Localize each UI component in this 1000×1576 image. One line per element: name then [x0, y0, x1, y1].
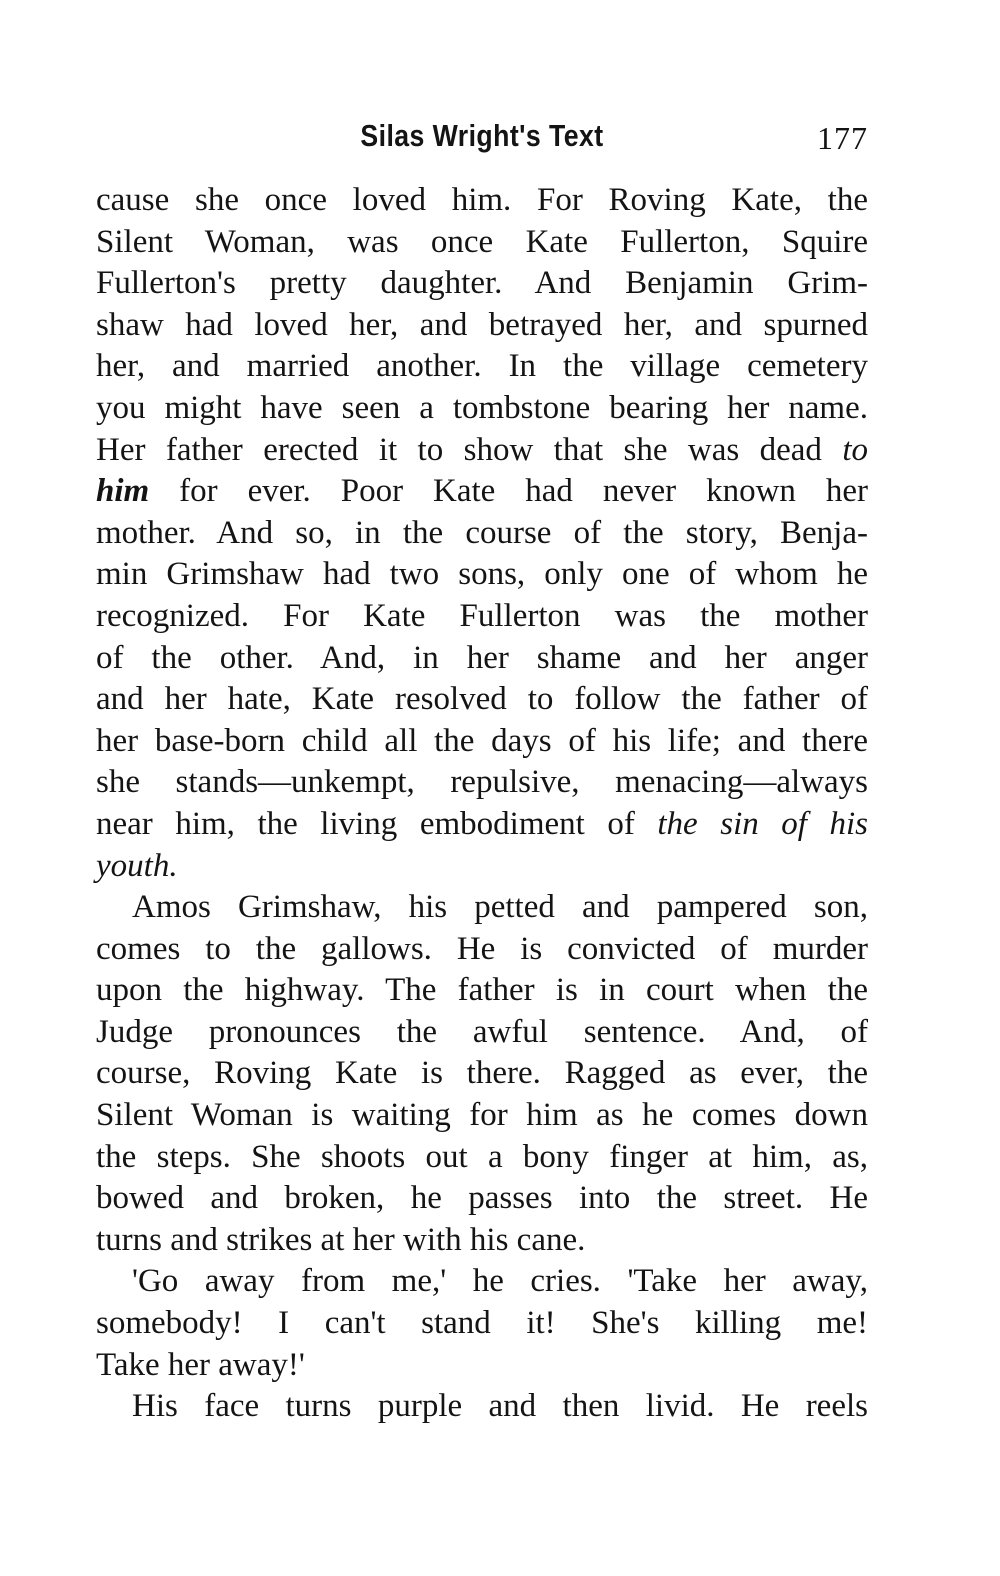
text-line: the steps. She shoots out a bony finger at him, as, [96, 1138, 868, 1175]
text-line: Take her away!' [96, 1346, 305, 1383]
text-line: Amos Grimshaw, his petted and pampered son, [132, 889, 868, 926]
text-line: 'Go away from me,' he cries. 'Take her away, [132, 1263, 868, 1300]
italic-word: youth. [96, 847, 178, 884]
text-line: somebody! I can't stand it! She's killing me! [96, 1305, 868, 1342]
text-line: turns and strikes at her with his cane. [96, 1221, 586, 1258]
text-line: recognized. For Kate Fullerton was the mother [96, 597, 868, 634]
text-line: comes to the gallows. He is convicted of murder [96, 930, 868, 967]
paragraph-2 [96, 887, 868, 1261]
text-line: Silent Woman, was once Kate Fullerton, Squire [96, 223, 868, 260]
running-head [96, 118, 868, 168]
text-line: bowed and broken, he passes into the street. He [96, 1180, 868, 1217]
text-line: course, Roving Kate is there. Ragged as ever, the [96, 1055, 868, 1092]
paragraph-1 [96, 180, 868, 887]
text-line: Silent Woman is waiting for him as he comes down [96, 1097, 868, 1134]
text-line: His face turns purple and then livid. He reels [132, 1388, 868, 1425]
italic-phrase: the sin of his [657, 805, 869, 842]
text-line: her, and married another. In the village cemetery [96, 348, 868, 385]
text-line-with-italic [96, 804, 868, 846]
text-line-italic [96, 846, 868, 888]
body-text [96, 180, 868, 1428]
text-fragment: for ever. Poor Kate had never known her [179, 473, 868, 510]
text-line: Fullerton's pretty daughter. And Benjamin Grim- [96, 265, 868, 302]
paragraph-3 [96, 1261, 868, 1386]
text-line: mother. And so, in the course of the story, Benja- [96, 514, 868, 551]
text-line: Judge pronounces the awful sentence. And, of [96, 1013, 868, 1050]
text-line: and her hate, Kate resolved to follow the father of [96, 681, 868, 718]
text-fragment: near him, the living embodiment of [96, 805, 635, 842]
text-line: upon the highway. The father is in court when the [96, 972, 868, 1009]
text-line: her base-born child all the days of his life; and there [96, 722, 868, 759]
running-title: Silas Wright's Text [360, 118, 604, 153]
text-line: shaw had loved her, and betrayed her, and spurned [96, 306, 868, 343]
text-line-with-italic [96, 430, 868, 472]
text-line: min Grimshaw had two sons, only one of whom he [96, 556, 868, 593]
paragraph-4 [96, 1386, 868, 1428]
text-fragment: Her father erected it to show that she was dead [96, 431, 822, 468]
text-line: of the other. And, in her shame and her anger [96, 639, 868, 676]
text-line: cause she once loved him. For Roving Kate, the [96, 182, 868, 218]
text-line-with-italic [96, 471, 868, 513]
page-number: 177 [817, 120, 868, 156]
italic-word: to [842, 431, 868, 468]
text-line: she stands—unkempt, repulsive, menacing—always [96, 764, 868, 801]
italic-word: him [96, 473, 150, 510]
text-line: you might have seen a tombstone bearing her name. [96, 389, 868, 426]
